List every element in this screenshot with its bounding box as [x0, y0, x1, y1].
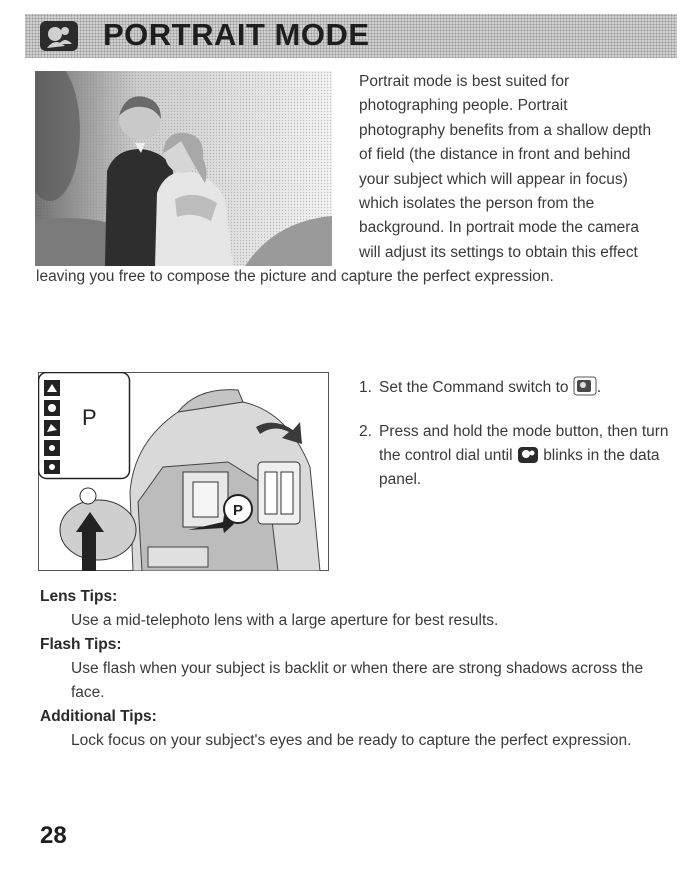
portrait-mode-icon — [39, 20, 79, 52]
intro-paragraph — [36, 70, 658, 290]
step-2 — [359, 420, 669, 492]
lens-tips-text: Use a mid-telephoto lens with a large aperture for best results. — [71, 612, 499, 629]
tips-section — [40, 585, 670, 753]
section-header — [25, 14, 677, 58]
step-text-end: . — [596, 379, 602, 396]
step-text-end: blinks in the data panel. — [379, 447, 660, 488]
page-title: PORTRAIT MODE — [103, 17, 370, 52]
step-text: Press and hold the mode button, then turn the control dial until — [379, 423, 669, 464]
instruction-steps — [359, 376, 669, 492]
lens-tips-heading: Lens Tips: — [40, 588, 118, 605]
camera-illustration — [38, 372, 329, 571]
step-1 — [359, 376, 669, 400]
portrait-mode-icon — [573, 376, 597, 396]
flash-tips-text: Use flash when your subject is backlit or when there are strong shadows across the face. — [71, 660, 644, 701]
additional-tips-text: Lock focus on your subject's eyes and be ready to capture the perfect expression. — [71, 732, 632, 749]
intro-text: Portrait mode is best suited for photographing people. Portrait photography benefits from a shallow depth of field (the distance in front and behind your subject which will appear in focus) which isolates the person from the background. In portrait mode the camera will adjust its settings to obtain this effect leaving you free to compose the picture and capture the perfect expression. — [36, 73, 652, 286]
page-number: 28 — [40, 822, 67, 849]
lcd-mode-label: P — [82, 405, 97, 430]
additional-tips-heading: Additional Tips: — [40, 708, 157, 725]
step-text: Set the Command switch to — [379, 379, 569, 396]
step-number: 2. — [359, 423, 372, 440]
flash-tips-heading: Flash Tips: — [40, 636, 122, 653]
step-number: 1. — [359, 379, 372, 396]
mode-button-label: P — [232, 502, 244, 519]
portrait-mode-icon — [517, 446, 539, 464]
